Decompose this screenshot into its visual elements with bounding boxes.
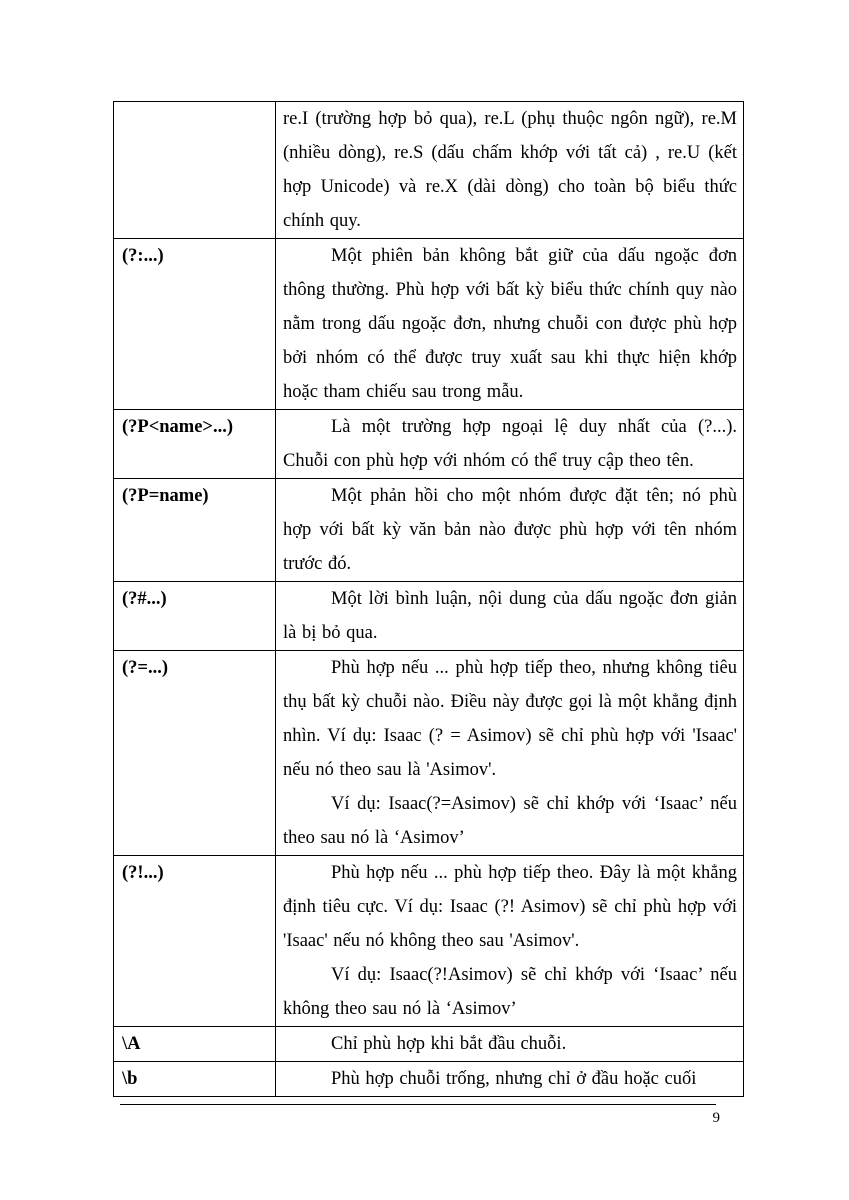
regex-syntax-cell: (?P<name>...) (114, 410, 276, 479)
regex-syntax-cell: (?=...) (114, 651, 276, 856)
table-row (114, 479, 744, 582)
table-row (114, 102, 744, 239)
regex-syntax-cell: (?!...) (114, 856, 276, 1027)
table-row (114, 1027, 744, 1062)
description-paragraph: Ví dụ: Isaac(?=Asimov) sẽ chỉ khớp với ‘Isaac’ nếu theo sau nó là ‘Asimov’ (283, 794, 737, 848)
description-paragraph: Phù hợp nếu ... phù hợp tiếp theo, nhưng không tiêu thụ bất kỳ chuỗi nào. Điều này được gọi là một khẳng định nhìn. Ví dụ: Isaac (? = Asimov) sẽ chỉ phù hợp với 'Isaac' nếu nó theo sau là 'Asimov'. (283, 658, 737, 780)
table-row (114, 856, 744, 1027)
description-paragraph: Một phiên bản không bắt giữ của dấu ngoặc đơn thông thường. Phù hợp với bất kỳ biểu thức chính quy nào nằm trong dấu ngoặc đơn, nhưng chuỗi con được phù hợp bởi nhóm có thể được truy xuất sau khi thực hiện khớp hoặc tham chiếu sau trong mẫu. (283, 246, 737, 402)
table-row (114, 1062, 744, 1097)
description-cell (276, 239, 744, 410)
page-number: 9 (712, 1110, 720, 1126)
description-cell (276, 856, 744, 1027)
description-cell (276, 582, 744, 651)
regex-syntax-cell: (?#...) (114, 582, 276, 651)
description-cell (276, 1062, 744, 1097)
description-cell (276, 410, 744, 479)
table-row (114, 410, 744, 479)
description-cell (276, 1027, 744, 1062)
description-paragraph: re.I (trường hợp bỏ qua), re.L (phụ thuộc ngôn ngữ), re.M (nhiều dòng), re.S (dấu chấm khớp với tất cả) , re.U (kết hợp Unicode) và re.X (dài dòng) cho toàn bộ biểu thức chính quy. (283, 109, 737, 231)
description-paragraph: Phù hợp nếu ... phù hợp tiếp theo. Đây là một khẳng định tiêu cực. Ví dụ: Isaac (?! Asimov) sẽ chỉ phù hợp với 'Isaac' nếu nó không theo sau 'Asimov'. (283, 863, 737, 951)
description-cell (276, 102, 744, 239)
regex-syntax-cell: (?:...) (114, 239, 276, 410)
table-row (114, 651, 744, 856)
regex-syntax-cell: (?P=name) (114, 479, 276, 582)
description-cell (276, 651, 744, 856)
description-paragraph: Là một trường hợp ngoại lệ duy nhất của (?...). Chuỗi con phù hợp với nhóm có thể truy cập theo tên. (283, 417, 737, 471)
description-paragraph: Một phản hồi cho một nhóm được đặt tên; nó phù hợp với bất kỳ văn bản nào được phù hợp với tên nhóm trước đó. (283, 486, 737, 574)
regex-syntax-cell: \A (114, 1027, 276, 1062)
regex-syntax-table (113, 101, 744, 1097)
regex-syntax-cell: \b (114, 1062, 276, 1097)
description-cell (276, 479, 744, 582)
description-paragraph: Phù hợp chuỗi trống, nhưng chỉ ở đầu hoặc cuối (331, 1069, 697, 1089)
table-row (114, 582, 744, 651)
regex-syntax-cell (114, 102, 276, 239)
description-paragraph: Ví dụ: Isaac(?!Asimov) sẽ chỉ khớp với ‘Isaac’ nếu không theo sau nó là ‘Asimov’ (283, 965, 737, 1019)
description-paragraph: Chỉ phù hợp khi bắt đầu chuỗi. (331, 1034, 567, 1054)
footer-divider (120, 1104, 716, 1105)
description-paragraph: Một lời bình luận, nội dung của dấu ngoặc đơn giản là bị bỏ qua. (283, 589, 737, 643)
table-body (114, 102, 744, 1097)
table-row (114, 239, 744, 410)
